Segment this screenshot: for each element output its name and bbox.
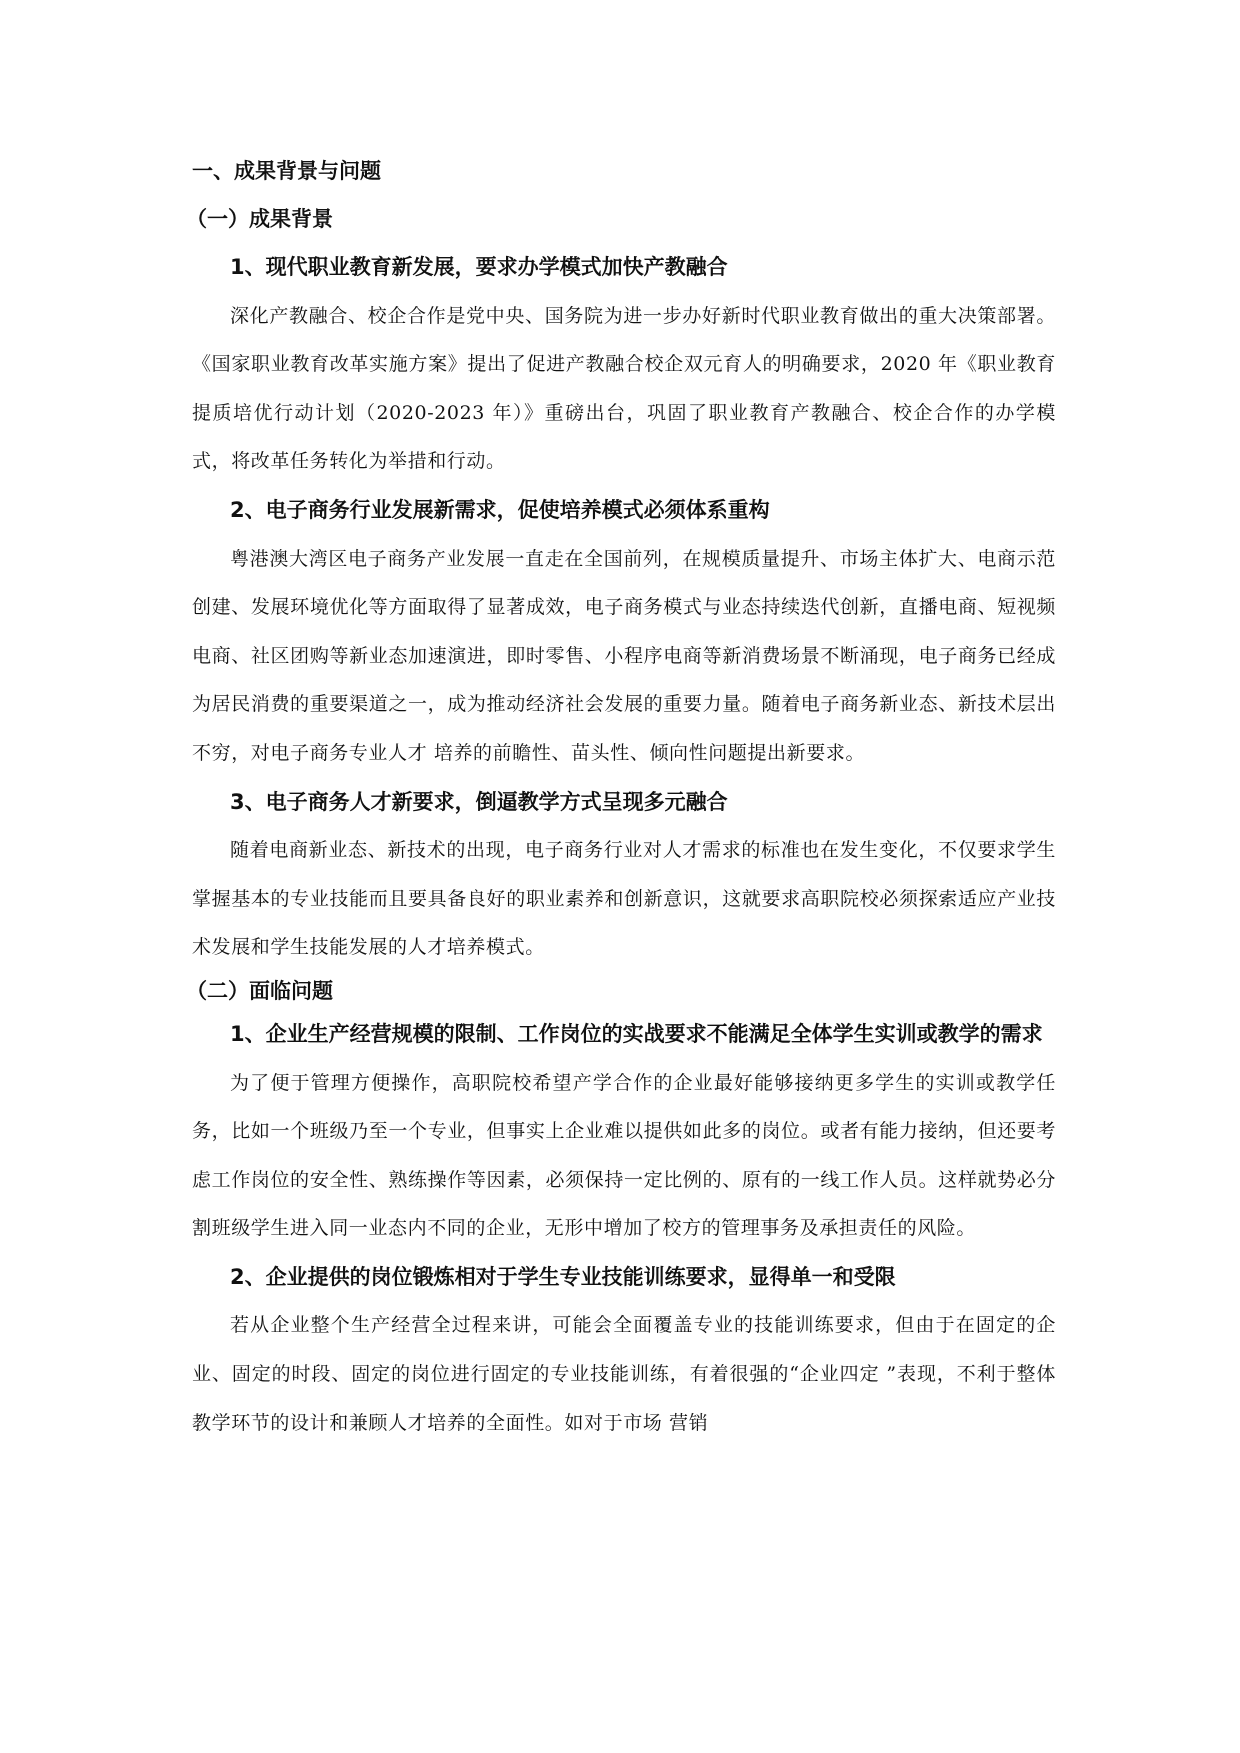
- item-heading: 1、现代职业教育新发展，要求办学模式加快产教融合: [230, 255, 728, 279]
- item-paragraph: 粤港澳大湾区电子商务产业发展一直走在全国前列，在规模质量提升、市场主体扩大、电商示范创建、发展环境优化等方面取得了显著成效，电子商务模式与业态持续迭代创新，直播电商、短视频电商、社区团购等新业态加速演进，即时零售、小程序电商等新消费场景不断涌现，电子商务已经成为居民消费的重要渠道之一，成为推动经济社会发展的重要力量。随着电子商务新业态、新技术层出不穷，对电子商务专业人才 培养的前瞻性、苗头性、倾向性问题提出新要求。: [192, 547, 1056, 764]
- subsection-title-problems: （二）面临问题: [186, 978, 333, 1003]
- section-title: 一、成果背景与问题: [192, 159, 381, 183]
- item-paragraph: 深化产教融合、校企合作是党中央、国务院为进一步办好新时代职业教育做出的重大决策部署。《国家职业教育改革实施方案》提出了促进产教融合校企双元育人的明确要求，2020 年《职业教育提质培优行动计划（2020-2023 年）》重磅出台，巩固了职业教育产教融合、校企合作的办学模式，将改革任务转化为举措和行动。: [192, 304, 1056, 473]
- subsection-title-background: （一）成果背景: [186, 207, 333, 231]
- document-body: [186, 158, 1056, 1447]
- item-heading: 1、企业生产经营规模的限制、工作岗位的实战要求不能满足全体学生实训或教学的需求: [230, 1021, 1043, 1046]
- item-heading: 2、企业提供的岗位锻炼相对于学生专业技能训练要求，显得单一和受限: [230, 1264, 896, 1289]
- item-paragraph: 若从企业整个生产经营全过程来讲，可能会全面覆盖专业的技能训练要求，但由于在固定的企业、固定的时段、固定的岗位进行固定的专业技能训练，有着很强的“企业四定 ”表现，不利于整体教学环节的设计和兼顾人才培养的全面性。如对于市场 营销: [192, 1314, 1056, 1434]
- item-heading: 3、电子商务人才新要求，倒逼教学方式呈现多元融合: [230, 789, 728, 814]
- item-paragraph: 为了便于管理方便操作，高职院校希望产学合作的企业最好能够接纳更多学生的实训或教学任务，比如一个班级乃至一个专业，但事实上企业难以提供如此多的岗位。或者有能力接纳，但还要考虑工作岗位的安全性、熟练操作等因素，必须保持一定比例的、原有的一线工作人员。这样就势必分割班级学生进入同一业态内不同的企业，无形中增加了校方的管理事务及承担责任的风险。: [192, 1071, 1056, 1240]
- item-heading: 2、电子商务行业发展新需求，促使培养模式必须体系重构: [230, 497, 770, 522]
- item-paragraph: 随着电商新业态、新技术的出现，电子商务行业对人才需求的标准也在发生变化，不仅要求学生掌握基本的专业技能而且要具备良好的职业素养和创新意识，这就要求高职院校必须探索适应产业技术发展和学生技能发展的人才培养模式。: [192, 839, 1056, 959]
